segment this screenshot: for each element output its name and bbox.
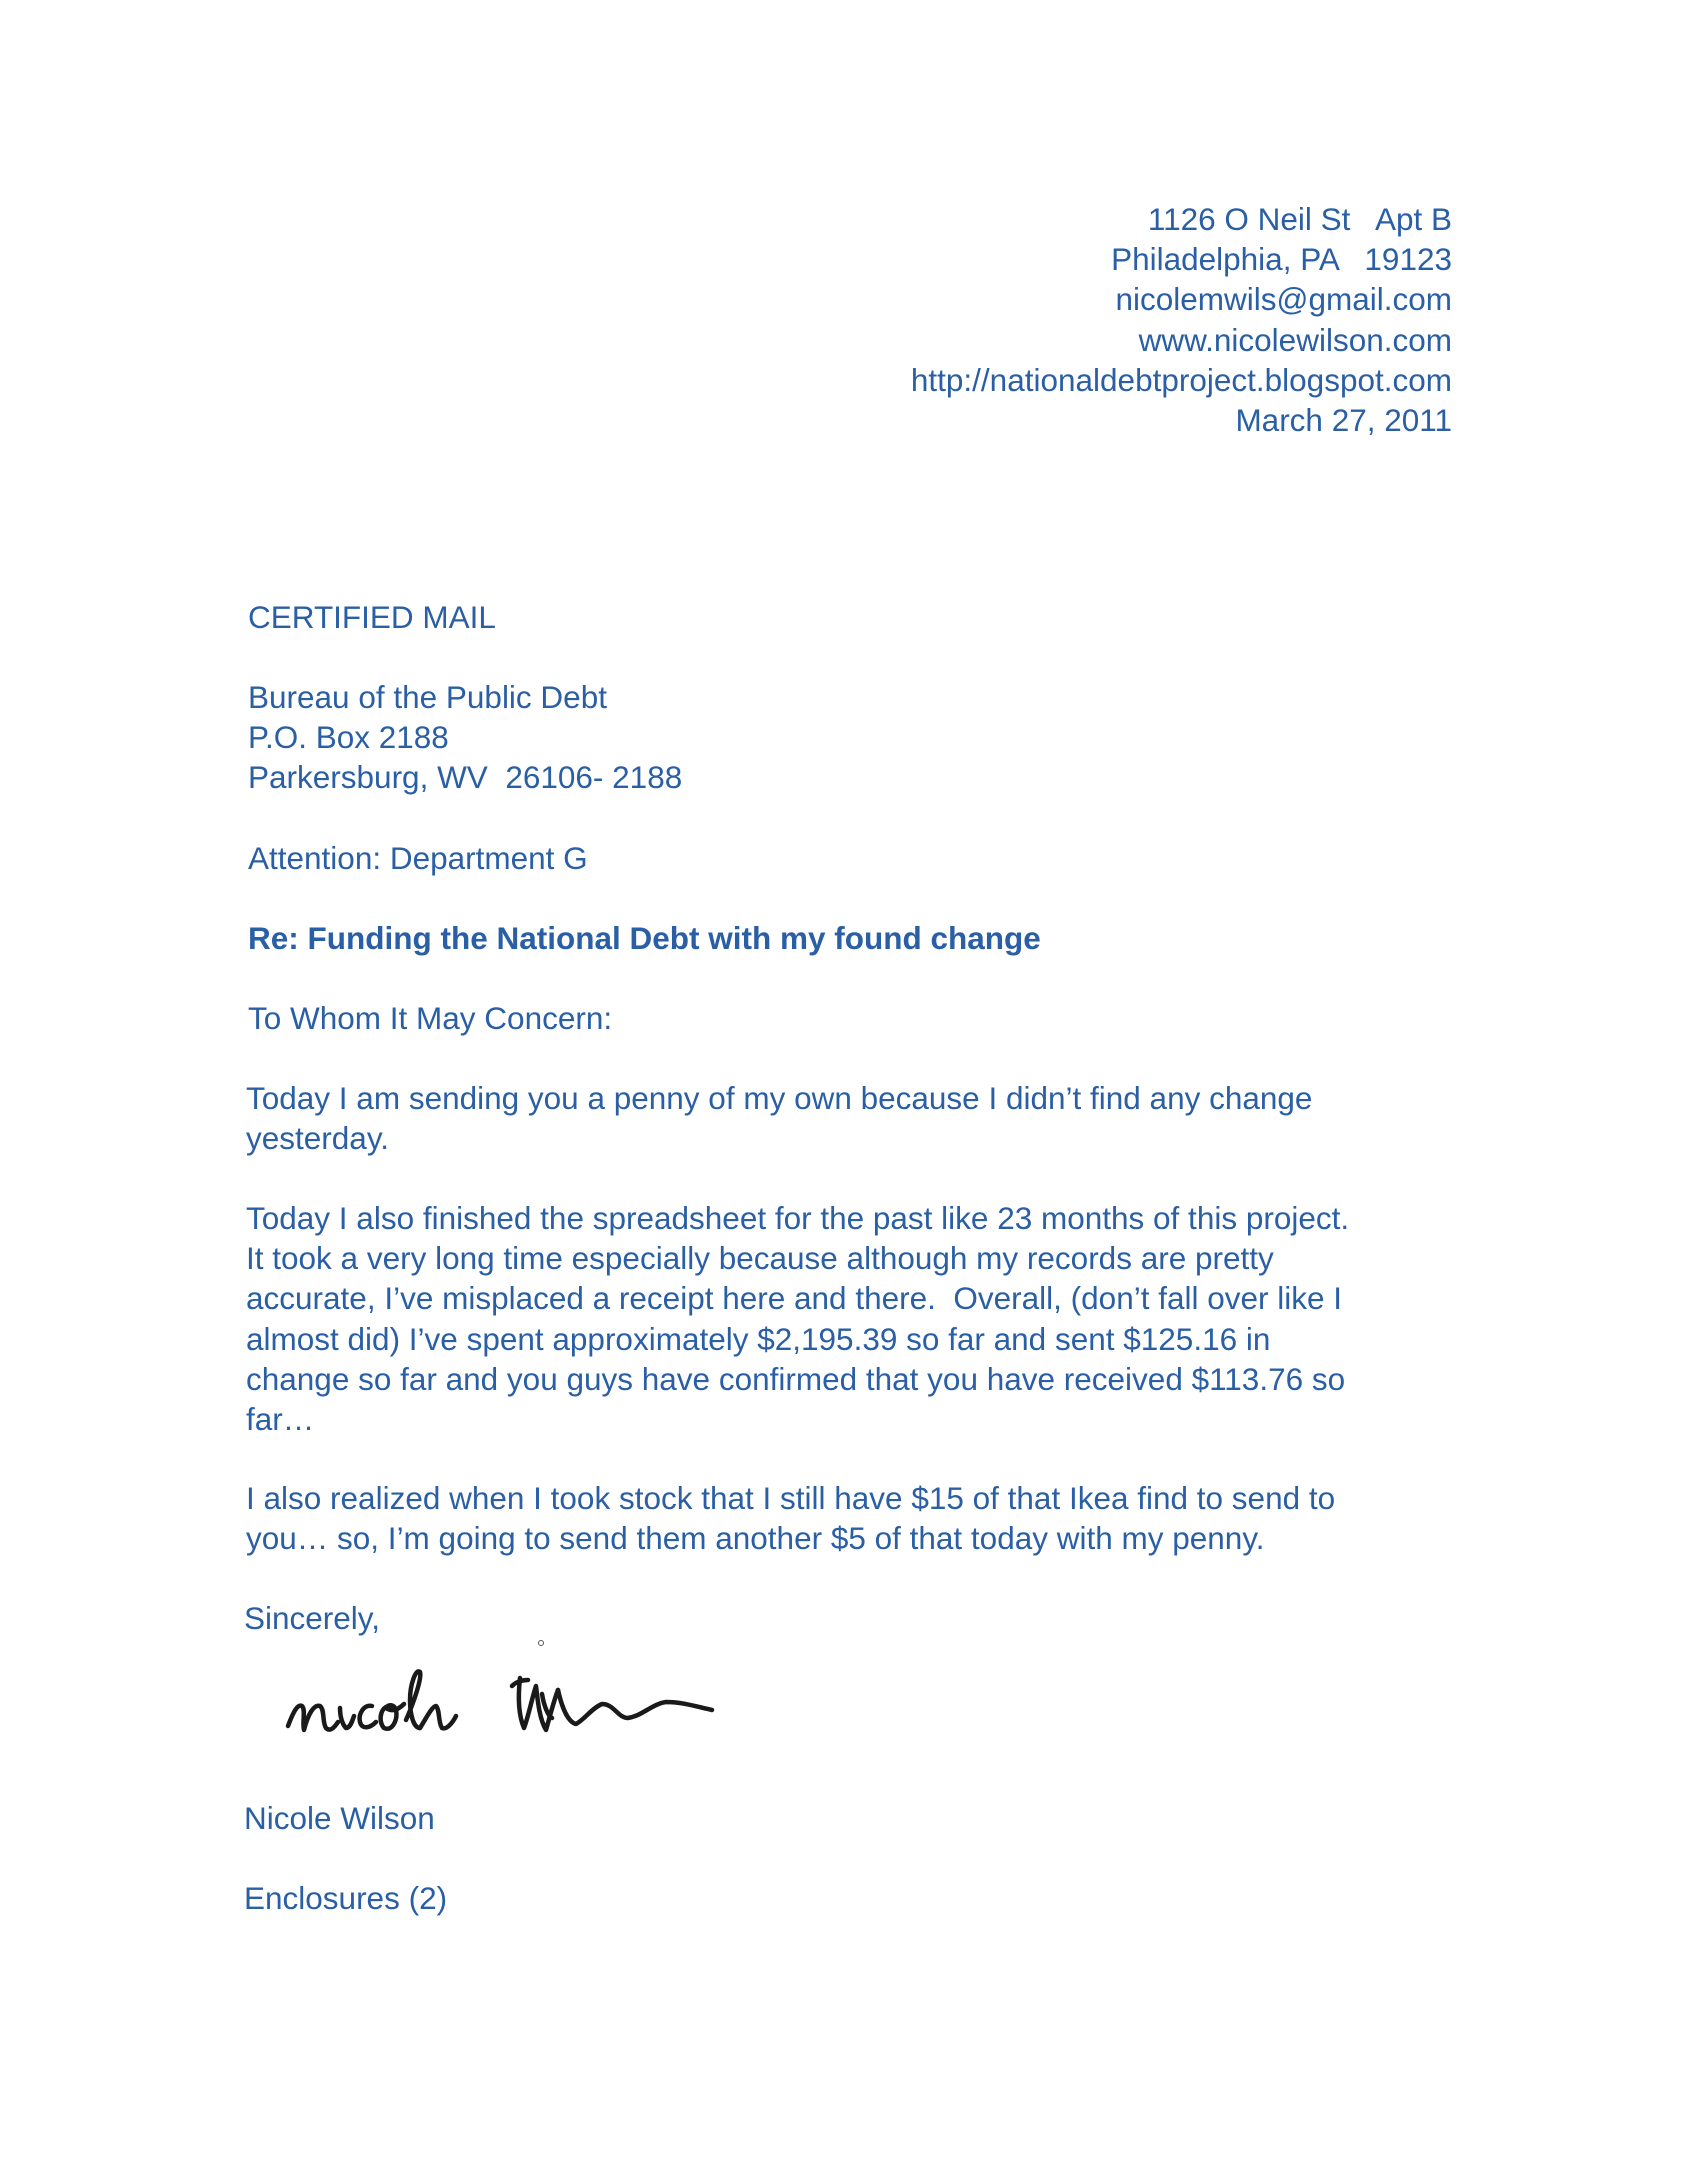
recipient-city-state-zip: Parkersburg, WV 26106- 2188 bbox=[248, 759, 683, 796]
body-line: Today I am sending you a penny of my own because I didn’t find any change bbox=[246, 1080, 1313, 1116]
body-line: change so far and you guys have confirmed that you have received $113.76 so bbox=[246, 1360, 1346, 1397]
sender-block bbox=[911, 199, 1452, 440]
salutation: To Whom It May Concern: bbox=[248, 1000, 613, 1036]
body-paragraph-3 bbox=[246, 1478, 1335, 1558]
signer-name: Nicole Wilson bbox=[244, 1800, 435, 1836]
body-line: I also realized when I took stock that I still have $15 of that Ikea find to send to bbox=[246, 1480, 1336, 1516]
attention-line: Attention: Department G bbox=[248, 840, 588, 876]
body-line: accurate, I’ve misplaced a receipt here and there. Overall, (don’t fall over like I bbox=[246, 1280, 1343, 1317]
recipient-po-box: P.O. Box 2188 bbox=[248, 719, 449, 756]
body-line: Today I also finished the spreadsheet for the past like 23 months of this project. bbox=[246, 1200, 1350, 1236]
handwritten-signature bbox=[280, 1648, 740, 1758]
sender-email: nicolemwils@gmail.com bbox=[1115, 281, 1452, 318]
sender-address-line2: Philadelphia, PA 19123 bbox=[1111, 241, 1452, 278]
sender-website: www.nicolewilson.com bbox=[1138, 321, 1452, 358]
body-line: yesterday. bbox=[246, 1120, 389, 1157]
subject-line: Re: Funding the National Debt with my found change bbox=[248, 920, 1041, 956]
recipient-name: Bureau of the Public Debt bbox=[248, 679, 607, 715]
letter-date: March 27, 2011 bbox=[1235, 402, 1452, 439]
enclosures-note: Enclosures (2) bbox=[244, 1880, 448, 1916]
mail-type: CERTIFIED MAIL bbox=[248, 599, 496, 635]
body-line: It took a very long time especially because although my records are pretty bbox=[246, 1240, 1274, 1277]
sender-address-line1: 1126 O Neil St Apt B bbox=[1147, 201, 1452, 237]
body-line: you… so, I’m going to send them another $5 of that today with my penny. bbox=[246, 1520, 1265, 1557]
body-paragraph-1 bbox=[246, 1078, 1312, 1158]
body-paragraph-2 bbox=[246, 1198, 1349, 1439]
ink-speck bbox=[538, 1640, 544, 1646]
sender-blog: http://nationaldebtproject.blogspot.com bbox=[910, 361, 1452, 398]
closing: Sincerely, bbox=[244, 1600, 380, 1636]
body-line: far… bbox=[246, 1401, 315, 1438]
recipient-block bbox=[248, 677, 682, 798]
body-line: almost did) I’ve spent approximately $2,195.39 so far and sent $125.16 in bbox=[246, 1320, 1271, 1357]
